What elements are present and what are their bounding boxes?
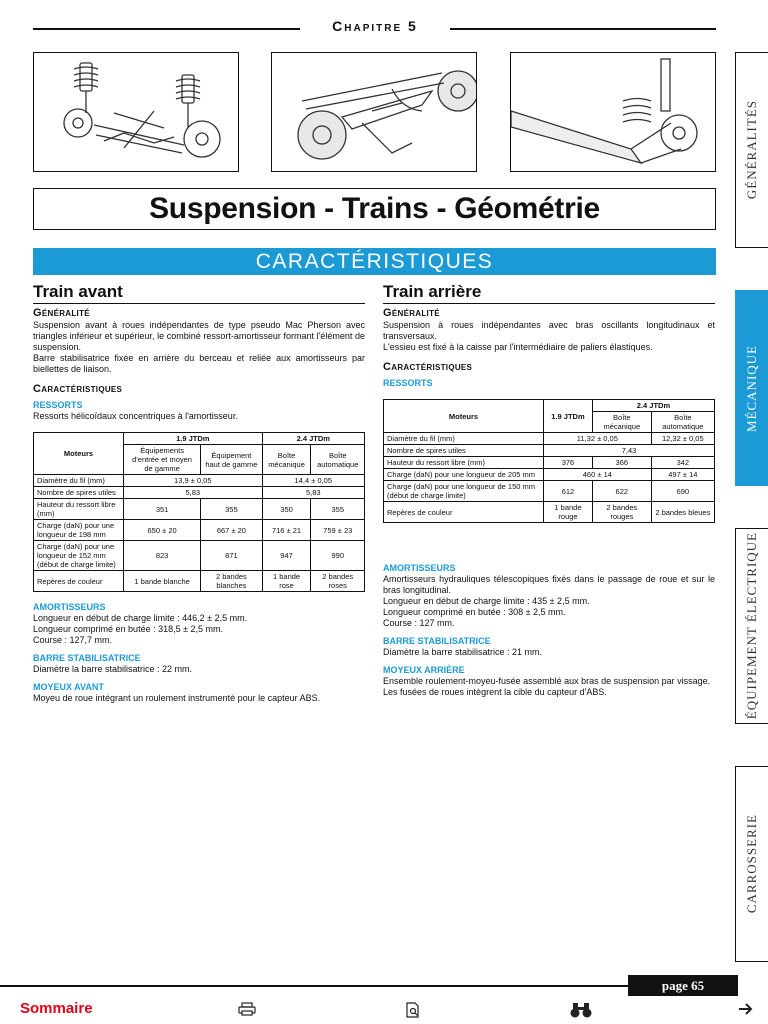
barre-stabilisatrice-title: BARRE STABILISATRICE [383, 636, 491, 646]
train-avant-heading: Train avant [33, 282, 365, 304]
caracteristiques-title: Caractéristiques [33, 383, 123, 395]
front-suspension-photo [33, 52, 239, 172]
table-cell-label: Hauteur du ressort libre (mm) [384, 457, 544, 469]
table-row [34, 520, 365, 541]
tab-label: GÉNÉRALITÉS [744, 100, 759, 200]
train-arriere-column [383, 282, 715, 698]
table-cell: 2 bandes blanches [201, 571, 262, 592]
table-row [384, 502, 715, 523]
amortisseurs-line: Longueur comprimé en butée : 308 ± 2,5 mm. [383, 607, 566, 617]
table-cell: 342 [651, 457, 714, 469]
table-header-engine: 1.9 JTDm [124, 433, 263, 445]
tab-mecanique[interactable] [735, 290, 768, 486]
table-cell: 1 bande blanche [124, 571, 201, 592]
table-header-engine: 2.4 JTDm [262, 433, 364, 445]
table-row [34, 475, 365, 487]
table-header-sub: Boîte automatique [311, 445, 365, 475]
table-row [384, 457, 715, 469]
table-cell: 667 ± 20 [201, 520, 262, 541]
table-cell: 690 [651, 481, 714, 502]
generalite-title: Généralité [33, 307, 90, 319]
table-header-sub: Boîte mécanique [262, 445, 311, 475]
page-title: Suspension - Trains - Géométrie [149, 192, 600, 225]
table-cell-label: Charge (daN) pour une longueur de 150 mm (début de charge limite) [384, 481, 544, 502]
table-cell: 622 [592, 481, 651, 502]
table-cell: 990 [311, 541, 365, 571]
generalite-text-2: L'essieu est fixé à la caisse par l'intermédiaire de paliers élastiques. [383, 342, 653, 352]
train-avant-column [33, 282, 365, 704]
table-cell: 823 [124, 541, 201, 571]
generalite-text: Suspension à roues indépendantes avec bras oscillants longitudinaux et transversaux. [383, 320, 715, 341]
moyeux-text: Les fusées de roues intègrent la cible du capteur d'ABS. [383, 687, 607, 697]
generalite-text-2: Barre stabilisatrice fixée en arrière du berceau et reliée aux amortisseurs par biellettes de liaison. [33, 353, 365, 374]
table-cell: 355 [201, 499, 262, 520]
table-cell-label: Hauteur du ressort libre (mm) [34, 499, 124, 520]
tab-carrosserie[interactable] [735, 766, 768, 962]
table-cell-label: Diamètre du fil (mm) [384, 433, 544, 445]
train-arriere-heading: Train arrière [383, 282, 715, 304]
table-row [384, 469, 715, 481]
amortisseurs-line: Course : 127,7 mm. [33, 635, 113, 645]
table-cell: 351 [124, 499, 201, 520]
table-row [34, 541, 365, 571]
generalite-text: Suspension avant à roues indépendantes de type pseudo Mac Pherson avec triangles inférieur et supérieur, le combiné ressort-amortisseur formant l'élément de suspension. [33, 320, 365, 352]
table-row [34, 499, 365, 520]
ressorts-title: RESSORTS [383, 378, 433, 388]
front-springs-table [33, 432, 365, 592]
table-row [34, 487, 365, 499]
table-cell: 11,32 ± 0,05 [544, 433, 652, 445]
generalite-title: Généralité [383, 307, 440, 319]
table-cell: 5,83 [124, 487, 263, 499]
table-row [34, 571, 365, 592]
table-cell-label: Nombre de spires utiles [384, 445, 544, 457]
amortisseurs-title: AMORTISSEURS [383, 563, 456, 573]
moyeux-text: Moyeu de roue intégrant un roulement instrumenté pour le capteur ABS. [33, 693, 321, 703]
amortisseurs-line: Amortisseurs hydrauliques télescopiques fixés dans le passage de roue et sur le bras longitudinal. [383, 574, 715, 595]
table-cell-label: Nombre de spires utiles [34, 487, 124, 499]
table-row [384, 445, 715, 457]
table-cell: 5,83 [262, 487, 364, 499]
table-cell: 2 bandes roses [311, 571, 365, 592]
search-document-icon[interactable] [405, 1002, 421, 1021]
table-cell: 12,32 ± 0,05 [651, 433, 714, 445]
table-cell-label: Charge (daN) pour une longueur de 152 mm (début de charge limite) [34, 541, 124, 571]
table-header-moteurs: Moteurs [34, 433, 124, 475]
caracteristiques-banner: CARACTÉRISTIQUES [33, 248, 716, 275]
table-header-sub: Boîte mécanique [592, 412, 651, 433]
table-header-engine: 2.4 JTDm [592, 400, 714, 412]
moyeux-title: MOYEUX AVANT [33, 682, 104, 692]
table-row [384, 481, 715, 502]
table-cell: 2 bandes rouges [592, 502, 651, 523]
rear-springs-table [383, 399, 715, 523]
table-cell: 871 [201, 541, 262, 571]
tab-label: ÉQUIPEMENT ÉLECTRIQUE [744, 532, 759, 720]
page-number: page 65 [628, 975, 738, 996]
table-cell: 1 bande rose [262, 571, 311, 592]
amortisseurs-line: Longueur en début de charge limite : 435 ± 2,5 mm. [383, 596, 590, 606]
next-arrow-icon[interactable] [738, 1002, 754, 1019]
table-cell-label: Charge (daN) pour une longueur de 205 mm [384, 469, 544, 481]
table-cell: 947 [262, 541, 311, 571]
amortisseurs-title: AMORTISSEURS [33, 602, 106, 612]
rear-suspension-photo [510, 52, 716, 172]
table-cell: 759 ± 23 [311, 520, 365, 541]
header-rule-right [447, 28, 716, 30]
sommaire-link[interactable]: Sommaire [20, 1000, 93, 1017]
table-cell: 2 bandes bleues [651, 502, 714, 523]
tab-generalites[interactable] [735, 52, 768, 248]
chapter-title: Chapitre 5 [300, 18, 450, 34]
table-cell: 13,9 ± 0,05 [124, 475, 263, 487]
table-cell-label: Charge (daN) pour une longueur de 198 mm [34, 520, 124, 541]
table-cell: 650 ± 20 [124, 520, 201, 541]
printer-icon[interactable] [238, 1002, 256, 1019]
table-header-sub: Équipements d'entrée et moyen de gamme [124, 445, 201, 475]
table-header-engine: 1.9 JTDm [544, 400, 593, 433]
header-rule-left [33, 28, 303, 30]
rear-subframe-photo [271, 52, 477, 172]
caracteristiques-title: Caractéristiques [383, 361, 473, 373]
barre-stabilisatrice-text: Diamètre la barre stabilisatrice : 21 mm. [383, 647, 543, 657]
table-cell-label: Diamètre du fil (mm) [34, 475, 124, 487]
tab-label: CARROSSERIE [744, 814, 759, 914]
amortisseurs-line: Longueur en début de charge limite : 446,2 ± 2,5 mm. [33, 613, 248, 623]
moyeux-text: Ensemble roulement-moyeu-fusée assemblé aux bras de suspension par vissage. [383, 676, 711, 686]
table-cell: 497 ± 14 [651, 469, 714, 481]
table-header-moteurs: Moteurs [384, 400, 544, 433]
table-row [384, 433, 715, 445]
tab-equipement-electrique[interactable] [735, 528, 768, 724]
binoculars-icon[interactable] [570, 1002, 592, 1021]
footer-rule [0, 985, 630, 987]
table-cell: 716 ± 21 [262, 520, 311, 541]
table-header-sub: Boîte automatique [651, 412, 714, 433]
moyeux-title: MOYEUX ARRIÈRE [383, 665, 465, 675]
barre-stabilisatrice-title: BARRE STABILISATRICE [33, 653, 141, 663]
table-cell: 460 ± 14 [544, 469, 652, 481]
table-header-sub: Équipement haut de gamme [201, 445, 262, 475]
amortisseurs-line: Longueur comprimé en butée : 318,5 ± 2,5 mm. [33, 624, 224, 634]
barre-stabilisatrice-text: Diamètre la barre stabilisatrice : 22 mm. [33, 664, 193, 674]
table-cell: 366 [592, 457, 651, 469]
amortisseurs-line: Course : 127 mm. [383, 618, 455, 628]
page-title-box [33, 188, 716, 230]
table-cell: 350 [262, 499, 311, 520]
table-cell: 376 [544, 457, 593, 469]
tab-label: MÉCANIQUE [744, 344, 759, 432]
table-cell-label: Repères de couleur [384, 502, 544, 523]
ressorts-text: Ressorts hélicoïdaux concentriques à l'amortisseur. [33, 411, 238, 421]
table-cell: 612 [544, 481, 593, 502]
ressorts-title: RESSORTS [33, 400, 83, 410]
table-cell: 355 [311, 499, 365, 520]
table-cell: 14,4 ± 0,05 [262, 475, 364, 487]
table-cell: 7,43 [544, 445, 715, 457]
table-cell: 1 bande rouge [544, 502, 593, 523]
table-cell-label: Repères de couleur [34, 571, 124, 592]
